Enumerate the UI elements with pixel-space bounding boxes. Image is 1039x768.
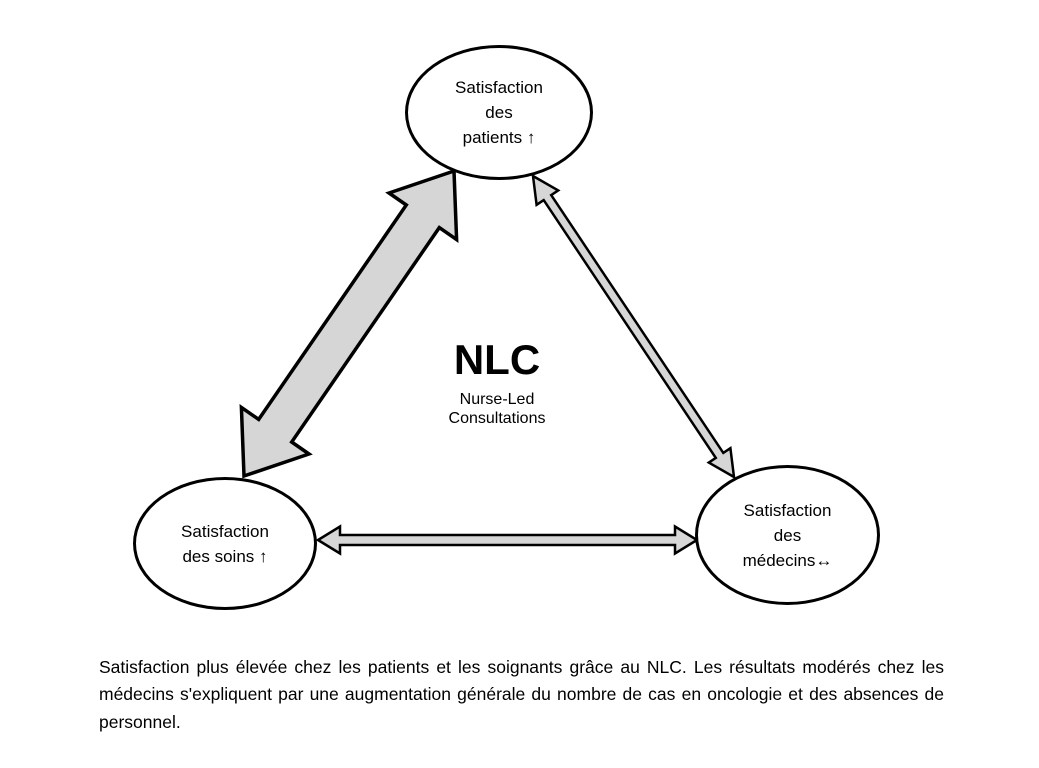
center-title: NLC xyxy=(453,336,541,383)
node-patients-line2: des xyxy=(485,103,513,122)
node-soins-line2: des soins ↑ xyxy=(182,546,268,566)
node-soins-satisfaction xyxy=(133,477,317,610)
arrow-patients-soins-thick xyxy=(241,171,456,476)
center-subtitle-line2: Consultations xyxy=(448,410,546,427)
node-medecins-line1: Satisfaction xyxy=(743,500,832,520)
center-subtitle xyxy=(377,390,617,428)
center-subtitle-line1: Nurse-Led xyxy=(459,391,535,408)
arrow-soins-medecins-thin xyxy=(318,527,697,554)
arrow-patients-medecins-thin xyxy=(533,176,734,477)
node-patients-satisfaction xyxy=(405,45,593,180)
node-medecins-satisfaction xyxy=(695,465,880,605)
node-soins-line1: Satisfaction xyxy=(181,521,269,541)
node-medecins-line2: des xyxy=(773,525,802,545)
node-patients-line3: patients ↑ xyxy=(462,128,536,147)
caption-text: Satisfaction plus élevée chez les patients et les soignants grâce au NLC. Les résultats modérés chez les médecins s'expliquent par une augmentation générale du nombre de cas en oncologie et des absences de personnel. xyxy=(99,656,944,732)
node-patients-line1: Satisfaction xyxy=(455,78,543,97)
node-medecins-line3: médecins↔ xyxy=(742,550,833,570)
center-label-block xyxy=(377,338,617,428)
